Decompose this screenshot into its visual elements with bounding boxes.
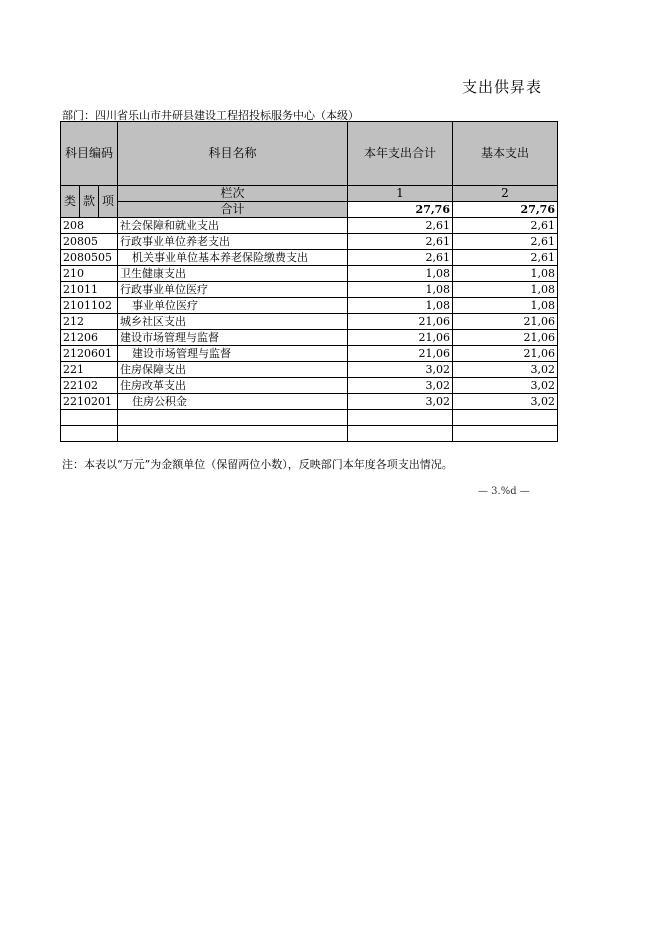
total-expenditure-cell: 1,08: [348, 282, 453, 298]
subject-code-cell: 2080505: [61, 250, 118, 266]
total-expenditure-cell: [348, 426, 453, 442]
basic-expenditure-cell: 3,02: [453, 394, 558, 410]
subject-code-cell: 2210201: [61, 394, 118, 410]
header-kuan: 款: [80, 186, 99, 218]
subject-name-cell: 城乡社区支出: [118, 314, 348, 330]
total-expenditure-cell: 2,61: [348, 234, 453, 250]
total-expenditure-cell: 3,02: [348, 394, 453, 410]
header-subject-code: 科目编码: [61, 122, 118, 186]
subject-code-cell: 221: [61, 362, 118, 378]
page-number: — 3.%d —: [478, 486, 530, 497]
header-total-expenditure: 本年支出合计: [348, 122, 453, 186]
header-col1: 1: [348, 186, 453, 202]
total-basic-value: 27,76: [453, 202, 558, 218]
table-row: [61, 394, 558, 410]
subject-name-cell: 事业单位医疗: [118, 298, 348, 314]
header-subject-name: 科目名称: [118, 122, 348, 186]
table-row: [61, 346, 558, 362]
subject-name-cell: 行政事业单位医疗: [118, 282, 348, 298]
total-expenditure-cell: [348, 410, 453, 426]
subject-code-cell: 208: [61, 218, 118, 234]
basic-expenditure-cell: 21,06: [453, 314, 558, 330]
basic-expenditure-cell: 2,61: [453, 234, 558, 250]
total-expenditure-cell: 21,06: [348, 346, 453, 362]
basic-expenditure-cell: 3,02: [453, 362, 558, 378]
subject-name-cell: 机关事业单位基本养老保险缴费支出: [118, 250, 348, 266]
table-row: [61, 314, 558, 330]
subject-name-cell: 住房保障支出: [118, 362, 348, 378]
header-basic-expenditure: 基本支出: [453, 122, 558, 186]
basic-expenditure-cell: 1,08: [453, 282, 558, 298]
subject-code-cell: 210: [61, 266, 118, 282]
subject-name-cell: 住房公积金: [118, 394, 348, 410]
header-col2: 2: [453, 186, 558, 202]
basic-expenditure-cell: [453, 426, 558, 442]
total-expenditure-cell: 3,02: [348, 378, 453, 394]
table-row: [61, 330, 558, 346]
basic-expenditure-cell: 3,02: [453, 378, 558, 394]
basic-expenditure-cell: 21,06: [453, 346, 558, 362]
footnote: 注：本表以“万元”为金额单位（保留两位小数），反映部门本年度各项支出情况。: [62, 458, 453, 471]
total-expenditure-cell: 21,06: [348, 314, 453, 330]
subject-code-cell: 21011: [61, 282, 118, 298]
header-xiang: 项: [99, 186, 118, 218]
table-row: [61, 250, 558, 266]
header-column-no: 栏次: [118, 186, 348, 202]
subject-code-cell: 21206: [61, 330, 118, 346]
subject-name-cell: [118, 410, 348, 426]
subject-name-cell: 社会保障和就业支出: [118, 218, 348, 234]
total-expenditure-cell: 1,08: [348, 266, 453, 282]
subject-name-cell: 住房改革支出: [118, 378, 348, 394]
table-row: [61, 298, 558, 314]
subject-name-cell: 卫生健康支出: [118, 266, 348, 282]
subject-code-cell: 212: [61, 314, 118, 330]
subject-name-cell: 建设市场管理与监督: [118, 330, 348, 346]
total-expenditure-cell: 2,61: [348, 218, 453, 234]
subject-code-cell: [61, 410, 118, 426]
page-title: 支出供昇表: [462, 78, 543, 96]
total-expenditure-value: 27,76: [348, 202, 453, 218]
total-expenditure-cell: 1,08: [348, 298, 453, 314]
table-row: [61, 362, 558, 378]
total-expenditure-cell: 21,06: [348, 330, 453, 346]
basic-expenditure-cell: 21,06: [453, 330, 558, 346]
table-row: [61, 410, 558, 426]
table-row: [61, 378, 558, 394]
basic-expenditure-cell: [453, 410, 558, 426]
subject-code-cell: 20805: [61, 234, 118, 250]
subject-name-cell: 建设市场管理与监督: [118, 346, 348, 362]
subject-name-cell: [118, 426, 348, 442]
total-expenditure-cell: 3,02: [348, 362, 453, 378]
subject-code-cell: 2101102: [61, 298, 118, 314]
table-row: [61, 266, 558, 282]
basic-expenditure-cell: 1,08: [453, 266, 558, 282]
table-row: [61, 426, 558, 442]
expenditure-table: [60, 121, 558, 442]
total-label: 合计: [118, 202, 348, 218]
subject-code-cell: 22102: [61, 378, 118, 394]
total-expenditure-cell: 2,61: [348, 250, 453, 266]
department-label: 部门：四川省乐山市井研县建设工程招投标服务中心（本级）: [62, 109, 359, 122]
subject-code-cell: 2120601: [61, 346, 118, 362]
table-row: [61, 218, 558, 234]
basic-expenditure-cell: 1,08: [453, 298, 558, 314]
basic-expenditure-cell: 2,61: [453, 250, 558, 266]
basic-expenditure-cell: 2,61: [453, 218, 558, 234]
subject-name-cell: 行政事业单位养老支出: [118, 234, 348, 250]
subject-code-cell: [61, 426, 118, 442]
table-row: [61, 282, 558, 298]
table-row: [61, 234, 558, 250]
header-lei: 类: [61, 186, 80, 218]
